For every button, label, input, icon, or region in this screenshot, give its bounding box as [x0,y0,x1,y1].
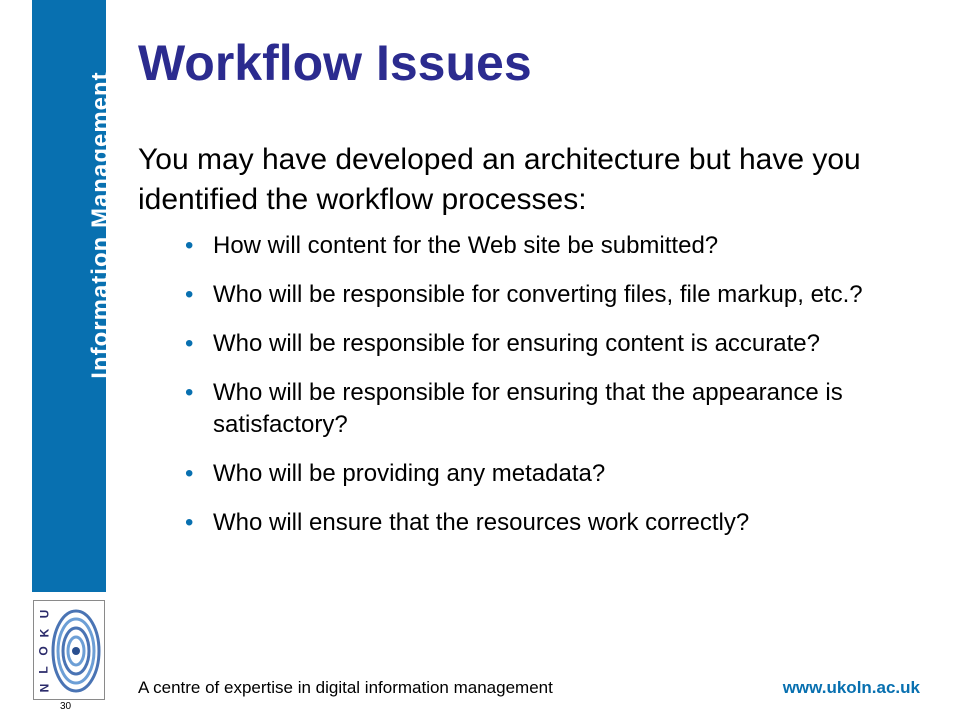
bullet-list [185,230,905,556]
ukoln-logo [33,600,105,700]
bullet-icon: • [185,330,194,357]
bullet-item [185,507,905,539]
bullet-text: Who will be responsible for ensuring content is accurate? [213,330,820,357]
bullet-text: Who will ensure that the resources work correctly? [213,509,750,536]
bullet-item [185,230,905,262]
bullet-icon: • [185,281,194,308]
bullet-item [185,279,905,311]
logo-letters [37,607,51,695]
bullet-text: Who will be providing any metadata? [213,460,606,487]
bullet-text: Who will be responsible for ensuring that the appearance is satisfactory? [213,379,843,438]
slide-title: Workflow Issues [138,35,532,91]
bullet-icon: • [185,379,194,406]
bullet-item [185,328,905,360]
sidebar-title: Information Management [87,71,114,379]
logo-letter: L [37,665,51,674]
bullet-icon: • [185,509,194,536]
slide-intro: You may have developed an architecture but have you identified the workflow processes: [138,143,861,216]
eye-logo-icon [51,607,101,695]
sidebar-band [32,0,114,592]
footer-url-link[interactable]: www.ukoln.ac.uk [782,678,920,697]
bullet-item [185,458,905,490]
bullet-icon: • [185,460,194,487]
bullet-item [185,377,905,441]
logo-letter: K [36,628,51,637]
footer-tagline: A centre of expertise in digital information management [138,678,553,697]
logo-letter: O [37,646,51,656]
page-number: 30 [60,701,72,712]
logo-letter: N [36,683,51,693]
bullet-text: How will content for the Web site be submitted? [213,232,719,259]
logo-letter: U [36,609,51,619]
bullet-icon: • [185,232,194,259]
bullet-text: Who will be responsible for converting files, file markup, etc.? [213,281,863,308]
